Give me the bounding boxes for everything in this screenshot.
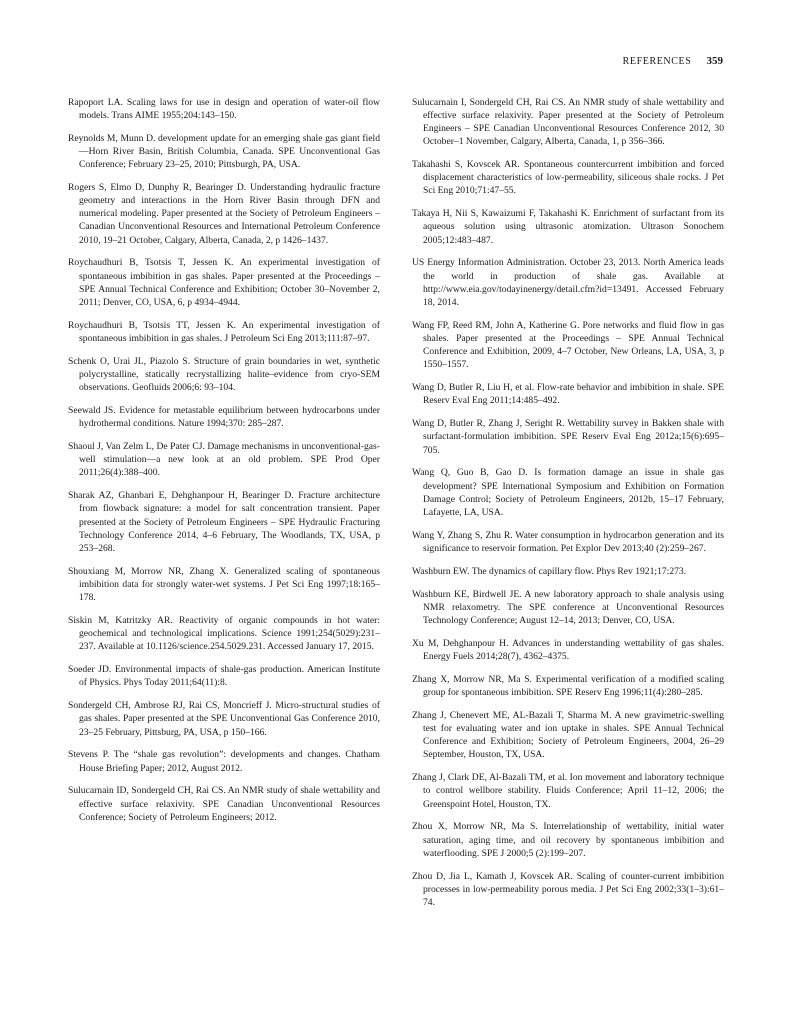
reference-entry: Roychaudhuri B, Tsotsis T, Jessen K. An experimental investigation of spontaneous imbibition in gas shales. Paper presented at the Proceedings – SPE Annual Technical Conference and Exhibition; October 30–November 2, 2011; Denver, CO, USA, 6, p 4934–4944. [68, 257, 380, 309]
reference-entry: Stevens P. The “shale gas revolution”: developments and changes. Chatham House Briefing Paper; 2012, August 2012. [68, 749, 380, 774]
reference-entry: Wang Y, Zhang S, Zhu R. Water consumption in hydrocarbon generation and its significance to reservoir formation. Pet Explor Dev 2013;40 (2):259–267. [412, 529, 724, 555]
reference-entry: Washburn EW. The dynamics of capillary flow. Phys Rev 1921;17:273. [412, 565, 687, 577]
page-number: 359 [706, 55, 723, 67]
reference-entry: Wang Q, Guo B, Gao D. Is formation damage an issue in shale gas development? SPE International Symposium and Exhibition on Formation Damage Control; Society of Petroleum Engineers, 2012b, 15–17 February, Lafayette, LA, USA. [412, 467, 724, 519]
reference-entry: Soeder JD. Environmental impacts of shale-gas production. American Institute of Physics. Phys Today 2011;64(11):8. [68, 664, 380, 689]
reference-entry: Takaya H, Nii S, Kawaizumi F, Takahashi K. Enrichment of surfactant from its aqueous solution using ultrasonic atomization. Ultrason Sonochem 2005;12:483–487. [412, 208, 724, 246]
reference-entry: US Energy Information Administration. October 23, 2013. North America leads the world in production of shale gas. Available at http://www.eia.gov/todayinenergy/detail.cfm?id=13491. Accessed February 18, 2014. [412, 257, 724, 309]
reference-entry: Zhang J, Clark DE, Al-Bazali TM, et al. Ion movement and laboratory technique to control wellbore stability. Fluids Conference; April 11–12, 2006; the Greenspoint Hotel, Houston, TX. [412, 772, 724, 810]
reference-entry: Zhang J, Chenevert ME, AL-Bazali T, Sharma M. A new gravimetric-swelling test for evaluating water and ion uptake in shales. SPE Annual Technical Conference and Exhibition; Society of Petroleum Engineers, 2004, 26–29 September, Houston, TX, USA. [412, 709, 724, 761]
reference-entry: Shouxiang M, Morrow NR, Zhang X. Generalized scaling of spontaneous imbibition data for strongly water-wet systems. J Pet Sci Eng 1997;18:165–178. [68, 565, 380, 604]
reference-entry: Zhou D, Jia L, Kamath J, Kovscek AR. Scaling of counter-current imbibition processes in low-permeability porous media. J Pet Sci Eng 2002;33(1–3):61–74. [412, 870, 724, 909]
reference-entry: Rapoport LA. Scaling laws for use in design and operation of water-oil flow models. Trans AIME 1955;204:143–150. [68, 96, 380, 121]
reference-entry: Wang D, Butler R, Zhang J, Seright R. Wettability survey in Bakken shale with surfactant-formulation imbibition. SPE Reserv Eval Eng 2012a;15(6):695–705. [412, 418, 724, 456]
reference-entry: Zhou X, Morrow NR, Ma S. Interrelationship of wettability, initial water saturation, aging time, and oil recovery by spontaneous imbibition and waterflooding. SPE J 2000;5 (2):199–207. [412, 821, 724, 859]
running-header [623, 55, 723, 67]
section-title: REFERENCES [622, 56, 692, 67]
reference-entry: Schenk O, Urai JL, Piazolo S. Structure of grain boundaries in wet, synthetic polycrystalline, statically recrystallizing halite–evidence from cryo-SEM observations. Geofluids 2006;6: 93–104. [68, 355, 380, 394]
reference-list-right-column [412, 86, 724, 913]
reference-entry: Sondergeld CH, Ambrose RJ, Rai CS, Moncrieff J. Micro-structural studies of gas shales. Paper presented at the SPE Unconventional Gas Conference 2010, 23–25 February, Pittsburg, PA, USA, p 150–166. [68, 700, 380, 738]
reference-entry: Sharak AZ, Ghanbari E, Dehghanpour H, Bearinger D. Fracture architecture from flowback signature: a model for salt concentration transient. Paper presented at the Society of Petroleum Engineers – SPE Hydraulic Fracturing Technology Conference 2014, 4–6 February, The Woodlands, TX, USA, p 253–268. [68, 490, 380, 555]
reference-entry: Roychaudhuri B, Tsotsis TT, Jessen K. An experimental investigation of spontaneous imbibition in gas shales. J Petroleum Sci Eng 2013;111:87–97. [68, 319, 380, 345]
reference-entry: Sulucarnain ID, Sondergeld CH, Rai CS. An NMR study of shale wettability and effective surface relaxivity. SPE Canadian Unconventional Resources Conference; Society of Petroleum Engineers; 2012. [68, 785, 380, 823]
reference-entry: Wang FP, Reed RM, John A, Katherine G. Pore networks and fluid flow in gas shales. Paper presented at the Proceedings – SPE Annual Technical Conference and Exhibition, 2009, 4–7 October, New Orleans, LA, USA, 3, p 1550–1557. [412, 319, 724, 371]
reference-entry: Shaoul J, Van Zelm L, De Pater CJ. Damage mechanisms in unconventional-gas-well stimulation—a new look at an old problem. SPE Prod Oper 2011;26(4):388–400. [68, 441, 380, 479]
reference-list-left-column [68, 86, 380, 828]
reference-entry: Seewald JS. Evidence for metastable equilibrium between hydrocarbons under hydrothermal conditions. Nature 1994;370: 285–287. [68, 405, 380, 430]
reference-entry: Siskin M, Katritzky AR. Reactivity of organic compounds in hot water: geochemical and technological implications. Science 1991;254(5029):231–237. Available at 10.1126/science.254.5029.231. Accessed January 17, 2015. [68, 615, 380, 653]
reference-entry: Sulucarnain I, Sondergeld CH, Rai CS. An NMR study of shale wettability and effective surface relaxivity. Paper presented at the Society of Petroleum Engineers – SPE Canadian Unconventional Resources Conference 2012, 30 October–1 November, Calgary, Alberta, Canada, 1, p 356–366. [412, 96, 724, 148]
reference-entry: Wang D, Butler R, Liu H, et al. Flow-rate behavior and imbibition in shale. SPE Reserv Eval Eng 2011;14:485–492. [412, 382, 724, 407]
reference-entry: Xu M, Dehghanpour H. Advances in understanding wettability of gas shales. Energy Fuels 2014;28(7), 4362–4375. [412, 637, 724, 663]
reference-entry: Reynolds M, Munn D. development update for an emerging shale gas giant field—Horn River Basin, British Columbia, Canada. SPE Unconventional Gas Conference; February 23–25, 2010; Pittsburgh, PA, USA. [68, 132, 380, 170]
reference-entry: Takahashi S, Kovscek AR. Spontaneous countercurrent imbibition and forced displacement characteristics of low-permeability, siliceous shale rocks. J Pet Sci Eng 2010;71:47–55. [412, 159, 724, 197]
reference-entry: Zhang X, Morrow NR, Ma S. Experimental verification of a modified scaling group for spontaneous imbibition. SPE Reserv Eng 1996;11(4):280–285. [412, 673, 724, 699]
reference-entry: Rogers S, Elmo D, Dunphy R, Bearinger D. Understanding hydraulic fracture geometry and interactions in the Horn River Basin through DFN and numerical modeling. Paper presented at the Society of Petroleum Engineers – Canadian Unconventional Resources and International Petroleum Conference 2010, 19–21 October, Calgary, Alberta, Canada, 2, p 1426–1437. [68, 181, 380, 246]
reference-entry: Washburn KE, Birdwell JE. A new laboratory approach to shale analysis using NMR relaxometry. The SPE conference at Unconventional Resources Technology Conference; August 12–14, 2013; Denver, CO, USA. [412, 588, 724, 627]
